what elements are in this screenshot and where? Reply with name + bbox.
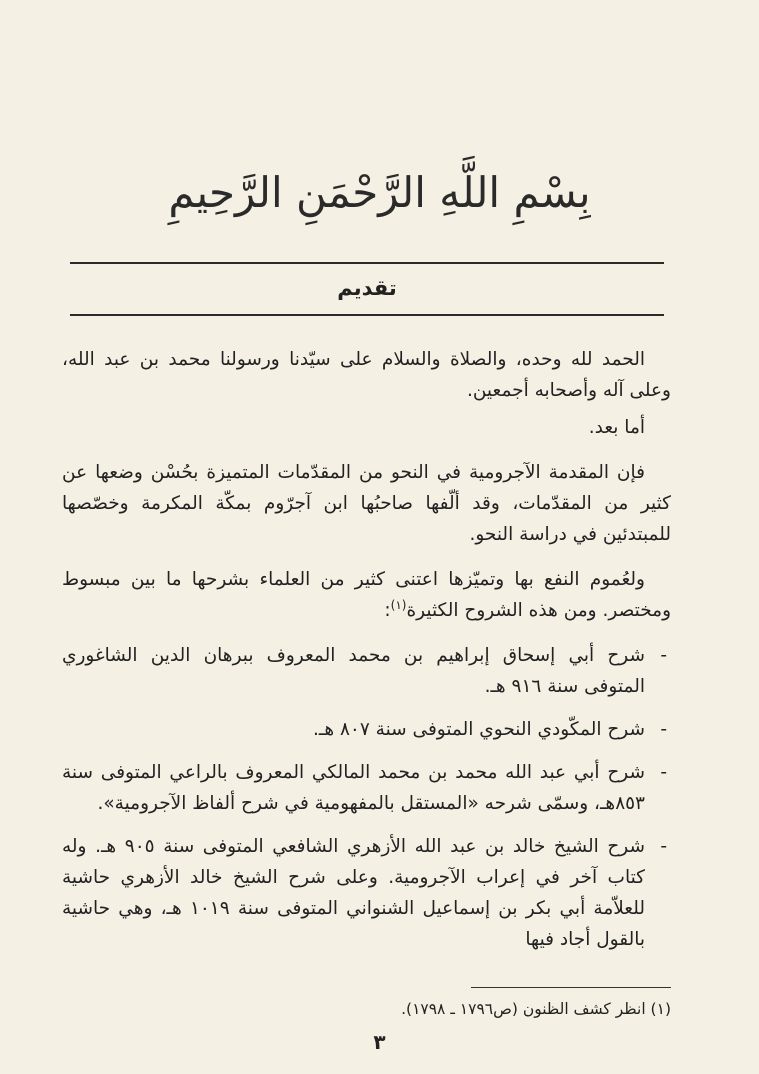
footnote-reference: (١) xyxy=(390,597,407,612)
list-marker: - xyxy=(660,836,667,857)
body-text xyxy=(62,344,671,967)
bismillah-heading: بِسْمِ اللَّهِ الرَّحْمَنِ الرَّحِيمِ xyxy=(168,168,591,217)
footnote-separator xyxy=(471,987,671,988)
list-item-text: شرح أبي إسحاق إبراهيم بن محمد المعروف ببرهان الدين الشاغوري المتوفى سنة ٩١٦ هـ. xyxy=(62,645,645,697)
footnote: (١) انظر كشف الظنون (ص١٧٩٦ ـ ١٧٩٨). xyxy=(401,1000,671,1018)
list-item-text: شرح المكّودي النحوي المتوفى سنة ٨٠٧ هـ. xyxy=(313,719,645,740)
list-item xyxy=(62,757,671,819)
list-item xyxy=(62,714,671,745)
paragraph-commentaries-colon: : xyxy=(384,600,391,621)
list-marker: - xyxy=(660,719,667,740)
title-bottom-rule xyxy=(70,314,664,316)
list-item xyxy=(62,831,671,955)
paragraph-introduction: فإن المقدمة الآجرومية في النحو من المقدّمات المتميزة بحُسْن وضعها عن كثير من المقدّمات، وقد ألّفها صاحبُها ابن آجرّوم بمكّة المكرمة وخصّصها للمبتدئين في دراسة النحو. xyxy=(62,462,671,545)
list-item-text: شرح الشيخ خالد بن عبد الله الأزهري الشافعي المتوفى سنة ٩٠٥ هـ. وله كتاب آخر في إعراب الآجرومية. وعلى شرح الشيخ خالد الأزهري حاشية للعلاّمة أبي بكر بن إسماعيل الشنواني المتوفى سنة ١٠١٩ هـ، وهي حاشية بالقول أجاد فيها xyxy=(62,836,645,950)
paragraph-commentaries-text: ولعُموم النفع بها وتميّزها اعتنى كثير من العلماء بشرحها ما بين مبسوط ومختصر. ومن هذه الشروح الكثيرة xyxy=(62,569,671,621)
title-top-rule xyxy=(70,262,664,264)
paragraph-commentaries xyxy=(62,564,671,626)
paragraph-amma-baad: أما بعد. xyxy=(588,417,645,438)
list-item-text: شرح أبي عبد الله محمد بن محمد المالكي المعروف بالراعي المتوفى سنة ٨٥٣هـ، وسمّى شرحه «المستقل بالمفهومية في شرح ألفاظ الآجرومية». xyxy=(62,762,645,814)
paragraph-praise: الحمد لله وحده، والصلاة والسلام على سيّدنا ورسولنا محمد بن عبد الله، وعلى آله وأصحابه أجمعين. xyxy=(62,349,671,401)
list-marker: - xyxy=(660,762,667,783)
list-marker: - xyxy=(660,645,667,666)
section-title: تقديم xyxy=(337,276,397,300)
commentaries-list xyxy=(62,640,671,955)
page-number: ٣ xyxy=(373,1030,386,1054)
list-item xyxy=(62,640,671,702)
